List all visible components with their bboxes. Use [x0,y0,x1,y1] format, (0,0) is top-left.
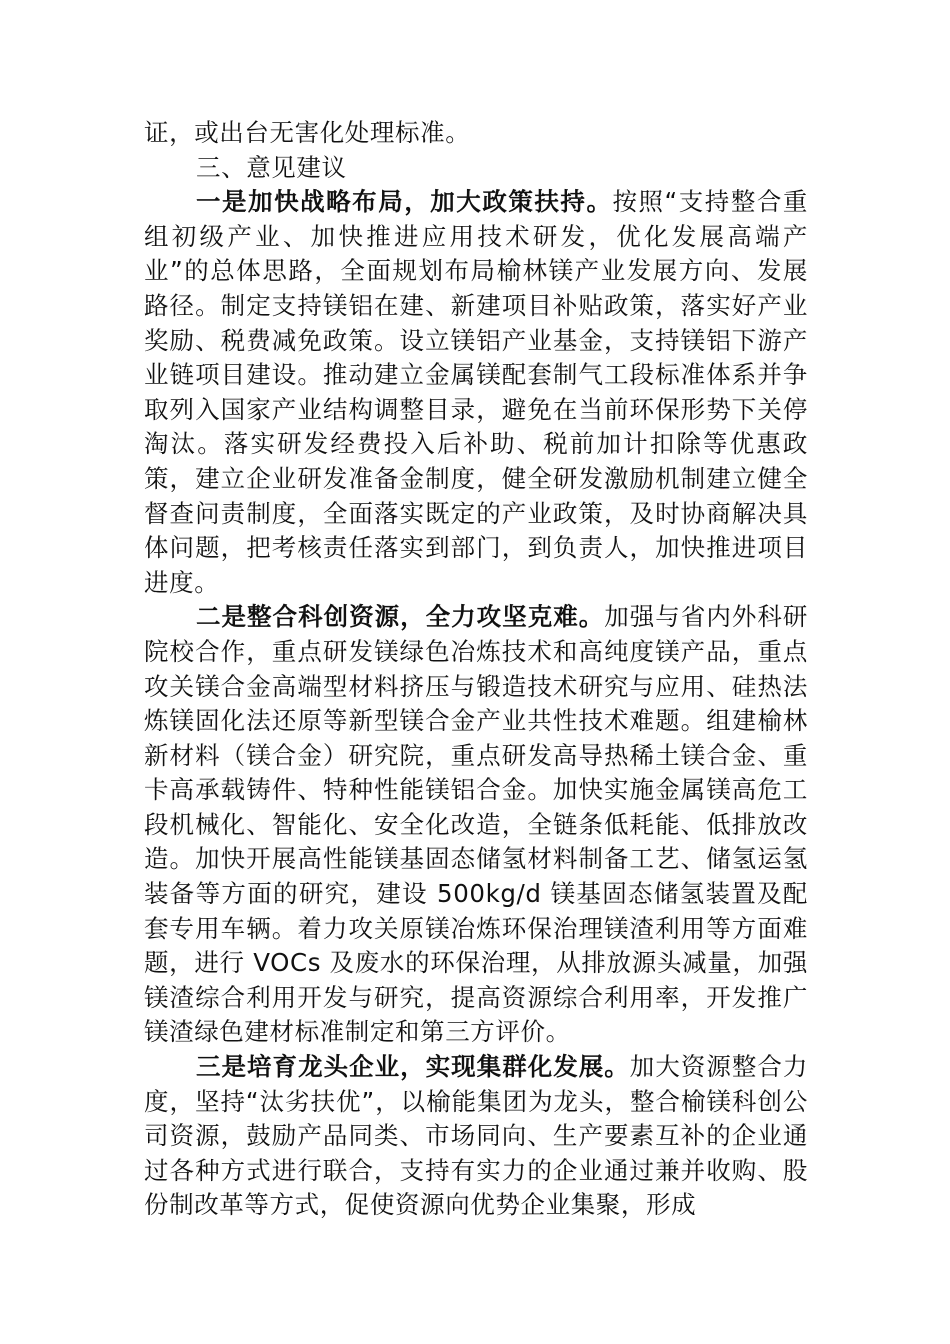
paragraph-body: 按照“支持整合重组初级产业、加快推进应用技术研发，优化发展高端产业”的总体思路，全面规划布局榆林镁产业发展方向、发展路径。制定支持镁铝在建、新建项目补贴政策，落实好产业奖励、税费减免政策。设立镁铝产业基金，支持镁铝下游产业链项目建设。推动建立金属镁配套制气工段标准体系并争取列入国家产业结构调整目录，避免在当前环保形势下关停淘汰。落实研发经费投入后补助、税前加计扣除等优惠政策，建立企业研发准备金制度，健全研发激励机制建立健全督查问责制度，全面落实既定的产业政策，及时协商解决具体问题，把考核责任落实到部门，到负责人，加快推进项目进度。 [144,187,808,597]
paragraph-body: 加强与省内外科研院校合作，重点研发镁绿色冶炼技术和高纯度镁产品，重点攻关镁合金高端型材料挤压与锻造技术研究与应用、硅热法炼镁固化法还原等新型镁合金产业共性技术难题。组建榆林新材料（镁合金）研究院，重点研发高导热稀土镁合金、重卡高承载铸件、特种性能镁铝合金。加快实施金属镁高危工段机械化、智能化、安全化改造，全链条低耗能、低排放改造。加快开展高性能镁基固态储氢材料制备工艺、储氢运氢装备等方面的研究，建设 500kg/d 镁基固态储氢装置及配套专用车辆。着力攻关原镁冶炼环保治理镁渣利用等方面难题，进行 VOCs 及废水的环保治理，从排放源头减量，加强镁渣综合利用开发与研究，提高资源综合利用率，开发推广镁渣绿色建材标准制定和第三方评价。 [144,602,808,1047]
document-page [144,116,808,1223]
paragraph-lead: 三是培育龙头企业，实现集群化发展。 [196,1052,630,1082]
paragraph-policy-support [144,185,808,600]
section-heading: 三、意见建议 [196,152,347,182]
paragraph-continuation: 证，或出台无害化处理标准。 [144,118,471,147]
paragraph-research-resources [144,600,808,1050]
paragraph-leading-enterprises [144,1050,808,1223]
paragraph-body: 加大资源整合力度，坚持“汰劣扶优”，以榆能集团为龙头，整合榆镁科创公司资源，鼓励产品同类、市场同向、生产要素互补的企业通过各种方式进行联合，支持有实力的企业通过兼并收购、股份制改革等方式，促使资源向优势企业集聚，形成 [144,1052,808,1220]
paragraph-lead: 一是加快战略布局，加大政策扶持。 [196,187,613,217]
paragraph-lead: 二是整合科创资源，全力攻坚克难。 [196,602,605,632]
